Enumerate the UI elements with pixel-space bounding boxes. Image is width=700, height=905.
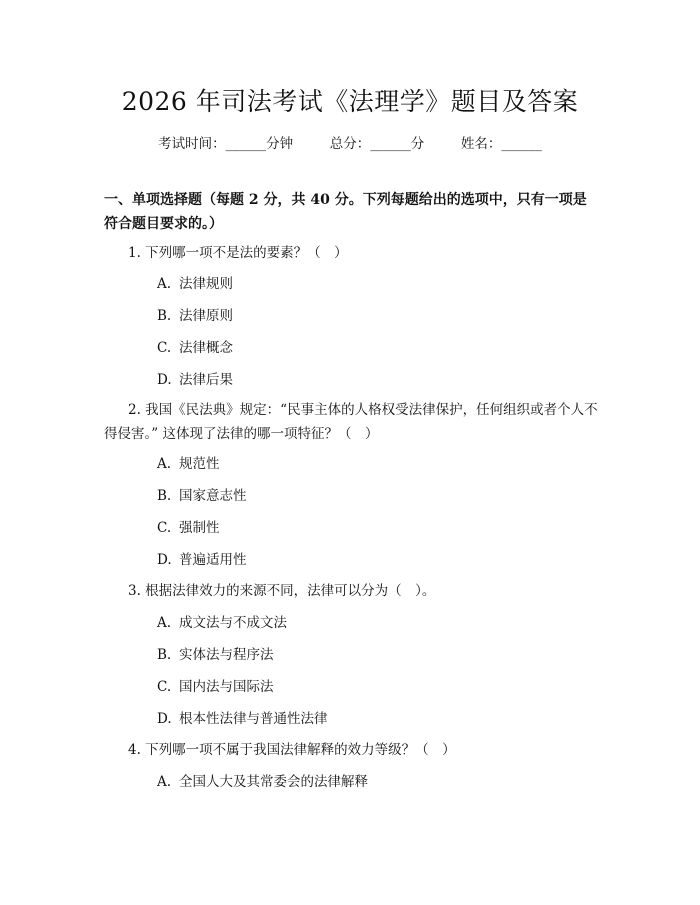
option-letter: B. xyxy=(157,647,172,663)
section-heading: 一、单项选择题（每题 2 分，共 40 分。下列每题给出的选项中，只有一项是符合题目要求的。） xyxy=(104,192,587,232)
page-title: 2026 年司法考试《法理学》题目及答案 xyxy=(121,87,579,116)
option-letter: B. xyxy=(157,488,172,504)
option-letter: A. xyxy=(157,276,172,292)
option-letter: A. xyxy=(157,774,172,790)
question-2-option-b xyxy=(157,484,597,508)
question-3-option-c xyxy=(157,675,597,699)
option-letter: D. xyxy=(157,552,172,568)
question-3-option-b xyxy=(157,643,597,667)
option-text: 普遍适用性 xyxy=(179,552,247,568)
question-3-text: 3. 根据法律效力的来源不同，法律可以分为（ ）。 xyxy=(128,583,436,599)
question-1-text: 1. 下列哪一项不是法的要素？（ ） xyxy=(128,245,348,261)
option-letter: D. xyxy=(157,372,172,388)
question-3-option-a xyxy=(157,611,597,635)
option-text: 国家意志性 xyxy=(179,488,247,504)
option-letter: D. xyxy=(157,711,172,727)
option-letter: A. xyxy=(157,456,172,472)
question-2-option-d xyxy=(157,548,597,572)
question-2-option-c xyxy=(157,516,597,540)
question-4-option-a xyxy=(157,770,597,794)
option-text: 法律后果 xyxy=(179,372,233,388)
question-1-option-d xyxy=(157,368,597,392)
option-text: 成文法与不成文法 xyxy=(179,615,287,631)
option-text: 全国人大及其常委会的法律解释 xyxy=(179,774,368,790)
total-score-field: 总分：______分 xyxy=(329,136,425,152)
exam-meta xyxy=(0,132,700,152)
question-4-text: 4. 下列哪一项不属于我国法律解释的效力等级？（ ） xyxy=(128,742,456,758)
question-2-text: 2. 我国《民法典》规定：“民事主体的人格权受法律保护，任何组织或者个人不得侵害。” 这体现了法律的哪一项特征？（ ） xyxy=(104,402,598,442)
question-1-option-a xyxy=(157,272,597,296)
option-letter: C. xyxy=(157,520,172,536)
option-letter: C. xyxy=(157,340,172,356)
question-1-option-b xyxy=(157,304,597,328)
question-2-option-a xyxy=(157,452,597,476)
exam-time-field: 考试时间：______分钟 xyxy=(158,136,294,152)
question-1-option-c xyxy=(157,336,597,360)
question-3-option-d xyxy=(157,707,597,731)
option-text: 根本性法律与普通性法律 xyxy=(179,711,328,727)
option-text: 实体法与程序法 xyxy=(179,647,274,663)
option-text: 法律规则 xyxy=(179,276,233,292)
name-field: 姓名：______ xyxy=(460,136,542,152)
option-text: 规范性 xyxy=(179,456,220,472)
option-text: 法律原则 xyxy=(179,308,233,324)
option-letter: A. xyxy=(157,615,172,631)
option-letter: B. xyxy=(157,308,172,324)
option-text: 法律概念 xyxy=(179,340,233,356)
option-text: 强制性 xyxy=(179,520,220,536)
option-letter: C. xyxy=(157,679,172,695)
option-text: 国内法与国际法 xyxy=(179,679,274,695)
